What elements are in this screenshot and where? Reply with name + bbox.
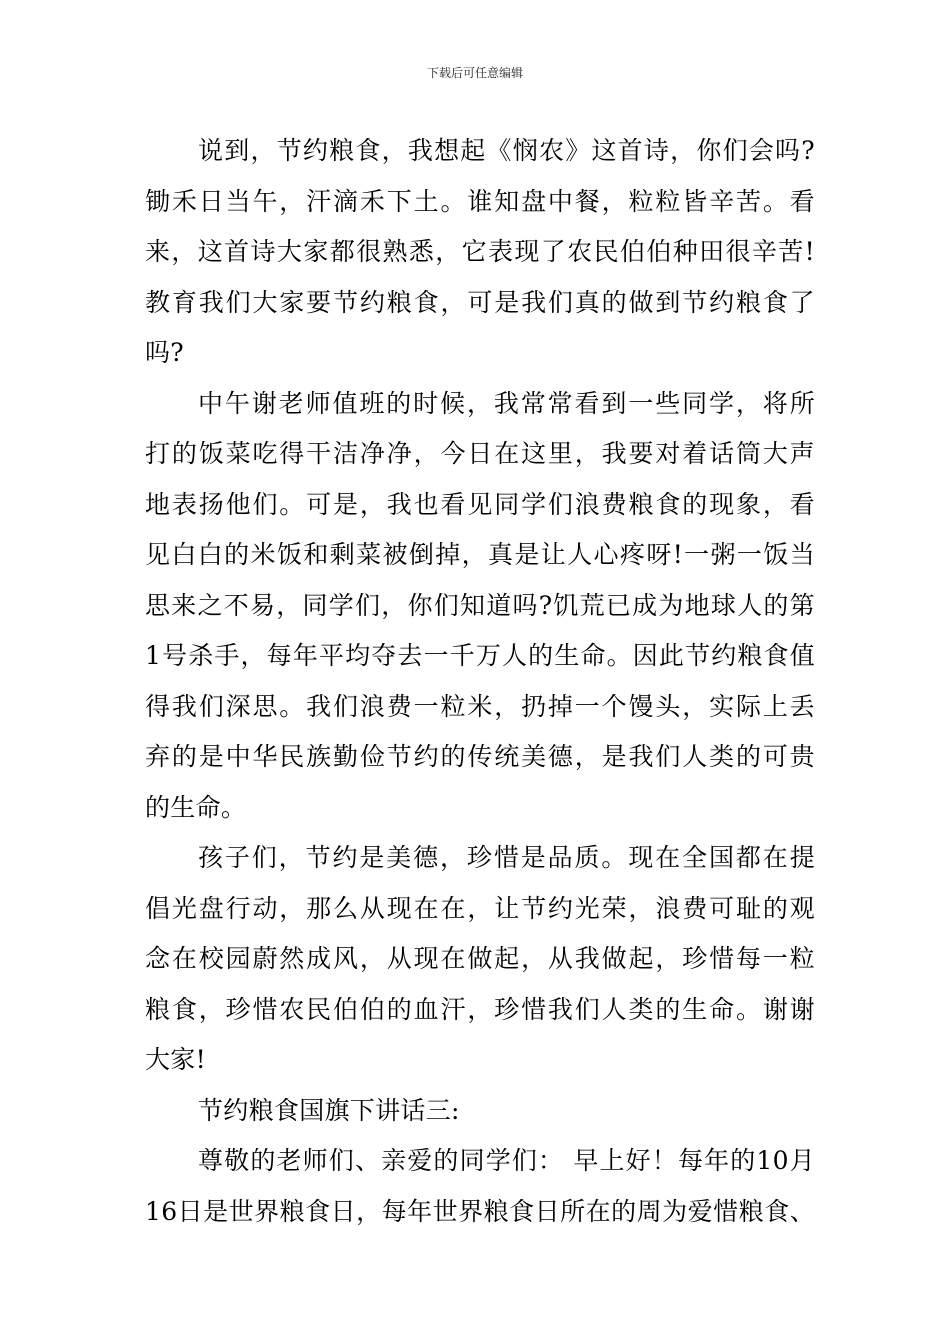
paragraph <box>145 833 815 1086</box>
text-line: 孩子们，节约是美德，珍惜是品质。现在全国都在提 <box>198 843 815 872</box>
text-line: 粮食，珍惜农民伯伯的血汗，珍惜我们人类的生命。谢谢 <box>145 994 815 1024</box>
text-line: 打的饭菜吃得干洁净净，今日在这里，我要对着话筒大声 <box>145 439 815 468</box>
text-line: 吗? <box>145 338 185 367</box>
paragraph <box>145 126 815 379</box>
text-line: 尊敬的老师们、亲爱的同学们： 早上好！每年的10月 <box>198 1146 815 1175</box>
text-line: 节约粮食国旗下讲话三: <box>198 1095 460 1125</box>
text-line: 中午谢老师值班的时候，我常常看到一些同学，将所 <box>198 388 815 418</box>
text-line: 思来之不易，同学们，你们知道吗?饥荒已成为地球人的第 <box>145 590 815 620</box>
text-line: 的生命。 <box>145 792 247 822</box>
text-line: 弃的是中华民族勤俭节约的传统美德，是我们人类的可贵 <box>145 742 815 771</box>
text-line: 得我们深思。我们浪费一粒米，扔掉一个馒头，实际上丢 <box>145 691 815 721</box>
text-line: 见白白的米饭和剩菜被倒掉，真是让人心疼呀!一粥一饭当 <box>145 540 815 569</box>
text-line: 念在校园蔚然成风，从现在做起，从我做起，珍惜每一粒 <box>145 944 815 973</box>
text-line: 大家! <box>145 1045 206 1074</box>
text-line: 来，这首诗大家都很熟悉，它表现了农民伯伯种田很辛苦! <box>145 237 815 266</box>
text-line: 地表扬他们。可是，我也看见同学们浪费粮食的现象，看 <box>145 489 815 519</box>
paragraph <box>145 1136 815 1237</box>
text-line: 教育我们大家要节约粮食，可是我们真的做到节约粮食了 <box>145 287 815 317</box>
text-line: 16日是世界粮食日，每年世界粮食日所在的周为爱惜粮食、 <box>145 1196 815 1226</box>
text-line: 锄禾日当午，汗滴禾下土。谁知盘中餐，粒粒皆辛苦。看 <box>145 186 815 216</box>
paragraph <box>145 379 815 834</box>
page-header: 下载后可任意编辑 <box>426 66 523 80</box>
text-line: 1号杀手，每年平均夺去一千万人的生命。因此节约粮食值 <box>145 641 815 670</box>
text-line: 说到，节约粮食，我想起《悯农》这首诗，你们会吗? <box>198 136 815 165</box>
text-line: 倡光盘行动，那么从现在在，让节约光荣，浪费可耻的观 <box>145 893 815 923</box>
document-body <box>145 126 815 1237</box>
section-heading <box>145 1086 815 1137</box>
